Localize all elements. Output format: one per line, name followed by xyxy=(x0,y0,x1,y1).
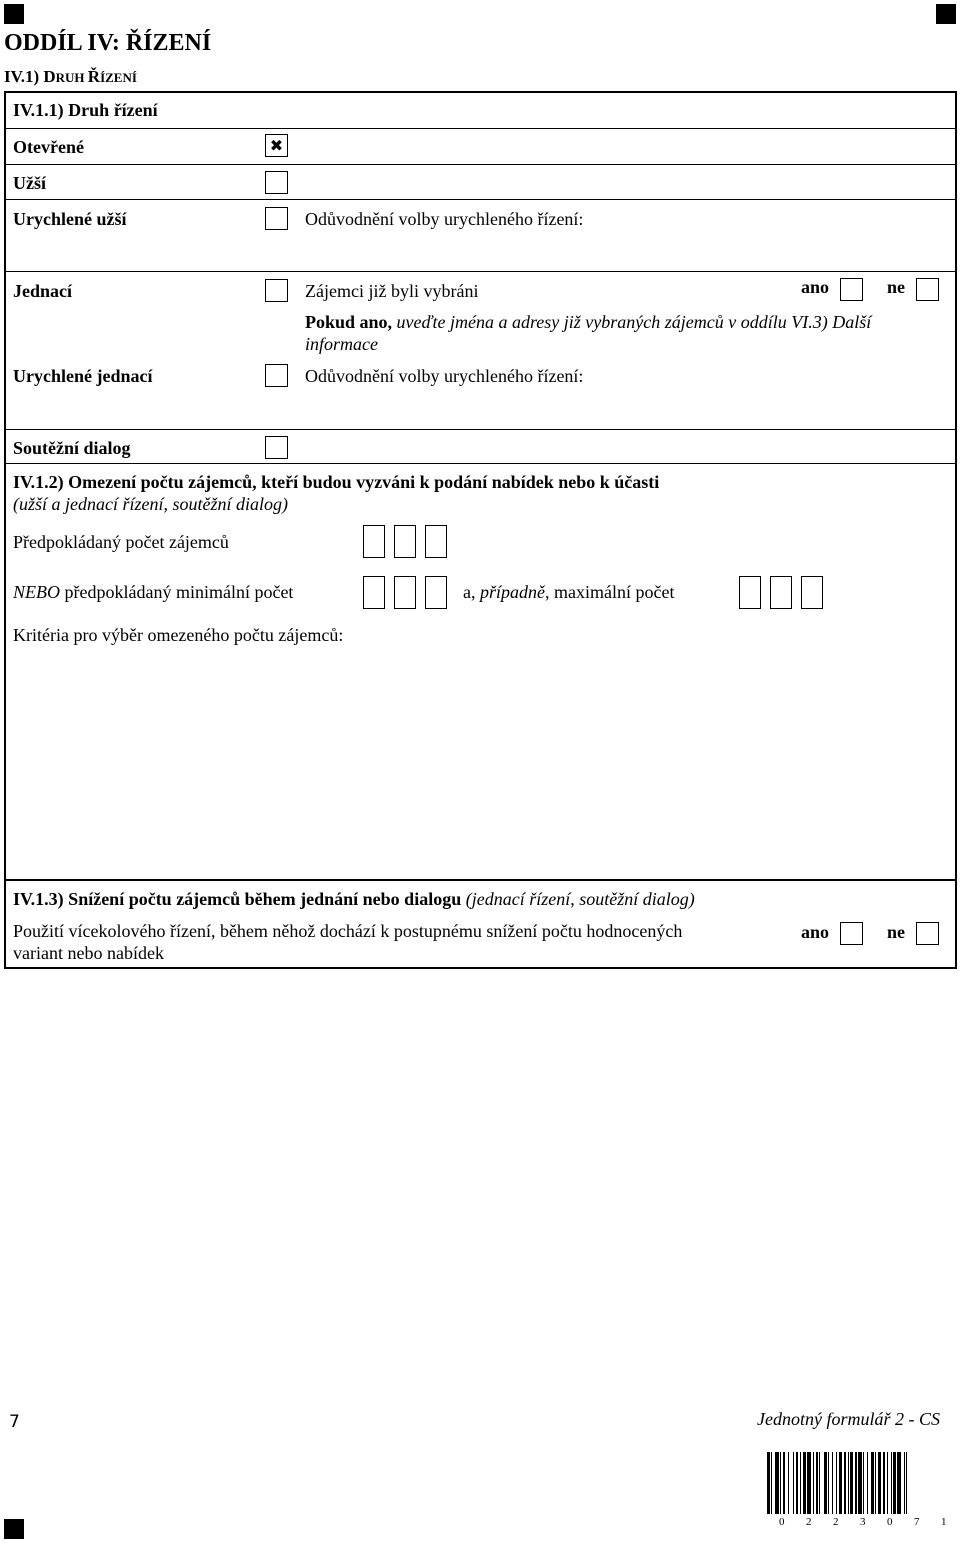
barcode-bar xyxy=(832,1452,833,1514)
barcode-digit: 0 xyxy=(887,1516,893,1528)
no-label: ne xyxy=(887,277,905,297)
checkbox-selected-no[interactable] xyxy=(916,278,939,301)
barcode-bar xyxy=(816,1452,817,1514)
barcode-bar xyxy=(819,1452,820,1514)
barcode-digit: 2 xyxy=(833,1516,839,1528)
barcode-bar xyxy=(887,1452,888,1514)
if-yes-note-line2: informace xyxy=(305,334,378,354)
checkbox-open[interactable] xyxy=(265,134,288,157)
barcode-bar xyxy=(875,1452,876,1514)
barcode-bar xyxy=(897,1452,901,1514)
divider xyxy=(6,164,955,165)
digit-box[interactable] xyxy=(425,576,447,609)
digit-box[interactable] xyxy=(801,576,823,609)
barcode-bar xyxy=(824,1452,827,1514)
justification-label: Odůvodnění volby urychleného řízení: xyxy=(305,209,584,229)
checkbox-selected-yes[interactable] xyxy=(840,278,863,301)
justification-label-2: Odůvodnění volby urychleného řízení: xyxy=(305,366,584,386)
criteria-label: Kritéria pro výběr omezeného počtu zájemců: xyxy=(13,625,344,645)
if-yes-note: Pokud ano, uveďte jména a adresy již vybraných zájemců v oddílu VI.3) Další xyxy=(305,312,872,332)
barcode-bar xyxy=(828,1452,829,1514)
digit-box[interactable] xyxy=(770,576,792,609)
barcode xyxy=(767,1452,957,1530)
divider xyxy=(6,463,955,464)
barcode-bar xyxy=(788,1452,789,1514)
barcode-bar xyxy=(771,1452,772,1514)
checkbox-accelerated-negotiated[interactable] xyxy=(265,364,288,387)
barcode-digit: 2 xyxy=(806,1516,812,1528)
barcode-bar xyxy=(796,1452,799,1514)
checkbox-competitive-dialogue[interactable] xyxy=(265,436,288,459)
barcode-bar xyxy=(848,1452,849,1514)
barcode-bar xyxy=(858,1452,862,1514)
barcode-bar xyxy=(855,1452,856,1514)
digit-box[interactable] xyxy=(363,525,385,558)
checkbox-multistage-no[interactable] xyxy=(916,922,939,945)
corner-mark-top-right xyxy=(936,4,956,24)
divider xyxy=(6,199,955,200)
label-competitive-dialogue: Soutěžní dialog xyxy=(13,438,131,458)
heading-iv-1-2: IV.1.2) Omezení počtu zájemců, kteří budou vyzváni k podání nabídek nebo k účasti xyxy=(13,472,660,492)
barcode-bar xyxy=(800,1452,801,1514)
checkbox-negotiated[interactable] xyxy=(265,279,288,302)
barcode-digit: 0 xyxy=(779,1516,785,1528)
checkbox-multistage-yes[interactable] xyxy=(840,922,863,945)
corner-mark-top-left xyxy=(4,4,24,24)
corner-mark-bottom-left xyxy=(4,1519,24,1539)
barcode-bar xyxy=(807,1452,811,1514)
label-restricted: Užší xyxy=(13,173,46,193)
digit-box[interactable] xyxy=(394,576,416,609)
yes-label: ano xyxy=(801,277,830,297)
barcode-bar xyxy=(813,1452,814,1514)
criteria-text-area[interactable] xyxy=(8,650,953,876)
label-open: Otevřené xyxy=(13,137,84,157)
barcode-bar xyxy=(836,1452,837,1514)
barcode-bar xyxy=(783,1452,786,1514)
yes-label-2: ano xyxy=(801,922,830,942)
checkbox-accelerated-restricted[interactable] xyxy=(265,207,288,230)
barcode-bar xyxy=(844,1452,847,1514)
barcode-bar xyxy=(871,1452,874,1514)
page-number: 7 xyxy=(9,1412,20,1432)
barcode-bar xyxy=(839,1452,843,1514)
barcode-bar xyxy=(878,1452,882,1514)
heading-iv-1-2-sub: (užší a jednací řízení, soutěžní dialog) xyxy=(13,494,288,514)
barcode-digit: 7 xyxy=(914,1516,920,1528)
digit-box[interactable] xyxy=(363,576,385,609)
expected-number-label: Předpokládaný počet zájemců xyxy=(13,532,229,552)
multistage-text-line1: Použití vícekolového řízení, během něhož dochází k postupnému snížení počtu hodnocených xyxy=(13,921,683,941)
candidates-selected-label: Zájemci již byli vybráni xyxy=(305,281,479,301)
barcode-bar xyxy=(883,1452,886,1514)
barcode-bar xyxy=(803,1452,806,1514)
barcode-bar xyxy=(793,1452,794,1514)
maximum-number-label: a, případně, maximální počet xyxy=(463,582,675,602)
section-title: ODDÍL IV: ŘÍZENÍ xyxy=(4,30,212,56)
barcode-bar xyxy=(780,1452,781,1514)
barcode-bar xyxy=(767,1452,770,1514)
barcode-bar xyxy=(906,1452,907,1514)
no-label-2: ne xyxy=(887,922,905,942)
divider xyxy=(6,128,955,129)
barcode-bar xyxy=(850,1452,853,1514)
heading-iv-1-3: IV.1.3) Snížení počtu zájemců během jednání nebo dialogu (jednací řízení, soutěžní dialog) xyxy=(13,889,695,909)
divider xyxy=(6,429,955,430)
divider xyxy=(6,271,955,272)
divider xyxy=(6,879,955,881)
barcode-digit: 3 xyxy=(860,1516,866,1528)
label-negotiated: Jednací xyxy=(13,281,73,301)
heading-iv-1-1: IV.1.1) Druh řízení xyxy=(13,100,158,120)
check-x-icon: ✖ xyxy=(269,136,284,155)
label-accelerated-negotiated: Urychlené jednací xyxy=(13,366,153,386)
digit-box[interactable] xyxy=(425,525,447,558)
digit-box[interactable] xyxy=(394,525,416,558)
checkbox-restricted[interactable] xyxy=(265,171,288,194)
barcode-bar xyxy=(904,1452,905,1514)
barcode-bar xyxy=(775,1452,779,1514)
subsection-heading: IV.1) DRUH ŘÍZENÍ xyxy=(4,67,137,86)
barcode-bar xyxy=(891,1452,892,1514)
barcode-bar xyxy=(867,1452,868,1514)
barcode-bar xyxy=(863,1452,864,1514)
form-name: Jednotný formulář 2 - CS xyxy=(757,1409,940,1429)
digit-box[interactable] xyxy=(739,576,761,609)
barcode-bar xyxy=(893,1452,896,1514)
label-accelerated-restricted: Urychlené užší xyxy=(13,209,127,229)
multistage-text-line2: variant nebo nabídek xyxy=(13,943,164,963)
minimum-number-label: NEBO předpokládaný minimální počet xyxy=(13,582,294,602)
barcode-digit: 1 xyxy=(941,1516,947,1528)
